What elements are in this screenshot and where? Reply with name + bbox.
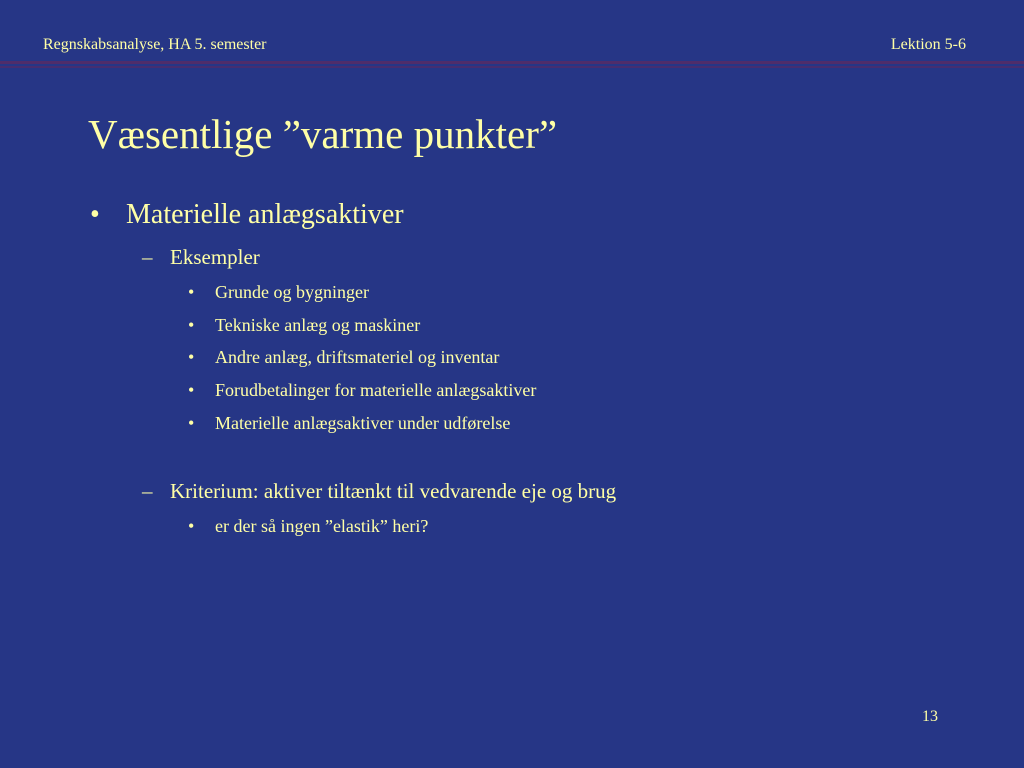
example-item: Materielle anlægsaktiver under udførelse — [215, 413, 511, 433]
page-number: 13 — [922, 708, 938, 725]
bullet-marker-main: • — [90, 199, 100, 230]
header-course: Regnskabsanalyse, HA 5. semester — [43, 36, 267, 53]
example-marker: • — [188, 282, 195, 302]
bullet-main-text: Materielle anlægsaktiver — [126, 199, 404, 230]
sub-examples-text: Eksempler — [170, 245, 260, 269]
slide-title: Væsentlige ”varme punkter” — [88, 111, 558, 157]
example-marker: • — [188, 315, 195, 335]
example-marker: • — [188, 380, 195, 400]
example-item: Grunde og bygninger — [215, 282, 369, 302]
criterion-marker: • — [188, 516, 195, 536]
sub-marker-examples: – — [142, 245, 153, 269]
criterion-item: er der så ingen ”elastik” heri? — [215, 516, 429, 536]
header-divider-secondary — [0, 66, 1024, 68]
sub-criterion-text: Kriterium: aktiver tiltænkt til vedvarende eje og brug — [170, 479, 617, 503]
example-item: Tekniske anlæg og maskiner — [215, 315, 421, 335]
header-lecture: Lektion 5-6 — [890, 36, 966, 53]
sub-marker-criterion: – — [142, 479, 153, 503]
example-item: Andre anlæg, driftsmateriel og inventar — [215, 347, 500, 367]
header-divider — [0, 61, 1024, 64]
example-marker: • — [188, 347, 195, 367]
example-marker: • — [188, 413, 195, 433]
example-item: Forudbetalinger for materielle anlægsaktiver — [215, 380, 537, 400]
